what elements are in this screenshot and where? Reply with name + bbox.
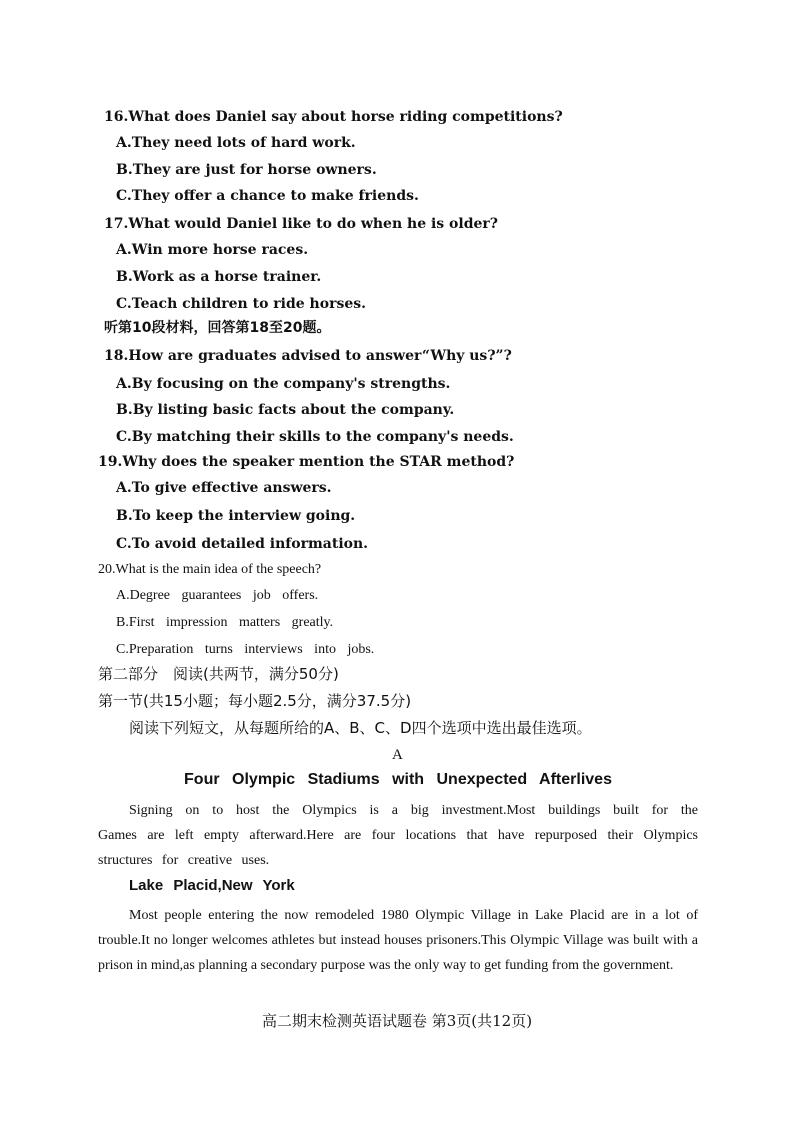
question-20-option-b: B.First impression matters greatly. bbox=[116, 615, 334, 630]
question-18-option-a: A.By focusing on the company's strengths. bbox=[116, 376, 451, 392]
question-19-stem: 19.Why does the speaker mention the STAR method? bbox=[98, 454, 515, 470]
question-19-option-b: B.To keep the interview going. bbox=[116, 508, 356, 524]
part-two-heading: 第二部分 阅读(共两节，满分50分) bbox=[98, 665, 339, 683]
question-18-option-b: B.By listing basic facts about the company. bbox=[116, 402, 455, 418]
question-20-option-a: A.Degree guarantees job offers. bbox=[116, 588, 319, 603]
question-19-option-a: A.To give effective answers. bbox=[116, 480, 332, 496]
passage-letter: A bbox=[392, 747, 403, 763]
question-18-stem: 18.How are graduates advised to answer“Why us?”? bbox=[104, 348, 512, 364]
question-16-option-c: C.They offer a chance to make friends. bbox=[116, 188, 419, 204]
question-16-option-b: B.They are just for horse owners. bbox=[116, 162, 377, 178]
question-17-option-b: B.Work as a horse trainer. bbox=[116, 269, 322, 285]
question-16-stem: 16.What does Daniel say about horse riding competitions? bbox=[104, 109, 563, 125]
passage-intro: Signing on to host the Olympics is a big investment.Most buildings built for the Games are left empty afterward.Here are four locations that have repurposed their Olympics structures for creative uses. bbox=[98, 803, 698, 868]
question-20-option-c: C.Preparation turns interviews into jobs. bbox=[116, 642, 375, 657]
page-footer: 高二期末检测英语试题卷 第3页(共12页) bbox=[261, 1012, 533, 1030]
question-17-option-a: A.Win more horse races. bbox=[116, 242, 309, 258]
section-one-heading: 第一节(共15小题；每小题2.5分，满分37.5分) bbox=[98, 692, 412, 710]
reading-instruction: 阅读下列短文，从每题所给的A、B、C、D四个选项中选出最佳选项。 bbox=[129, 719, 592, 737]
passage-title: Four Olympic Stadiums with Unexpected Afterlives bbox=[184, 771, 612, 788]
question-18-option-c: C.By matching their skills to the company's needs. bbox=[116, 429, 514, 445]
listening-instruction: 听第10段材料，回答第18至20题。 bbox=[104, 320, 331, 336]
question-16-option-a: A.They need lots of hard work. bbox=[116, 135, 356, 151]
question-19-option-c: C.To avoid detailed information. bbox=[116, 536, 369, 552]
question-17-stem: 17.What would Daniel like to do when he is older? bbox=[104, 216, 498, 232]
passage-paragraph: Most people entering the now remodeled 1980 Olympic Village in Lake Placid are in a lot of trouble.It no longer welcomes athletes but instead houses prisoners.This Olympic Village was built with a prison in mind,as planning a secondary purpose was the only way to get funding from the government. bbox=[98, 908, 698, 973]
passage-subheading: Lake Placid,New York bbox=[129, 877, 295, 894]
question-17-option-c: C.Teach children to ride horses. bbox=[116, 296, 366, 312]
question-20-stem: 20.What is the main idea of the speech? bbox=[98, 562, 322, 577]
